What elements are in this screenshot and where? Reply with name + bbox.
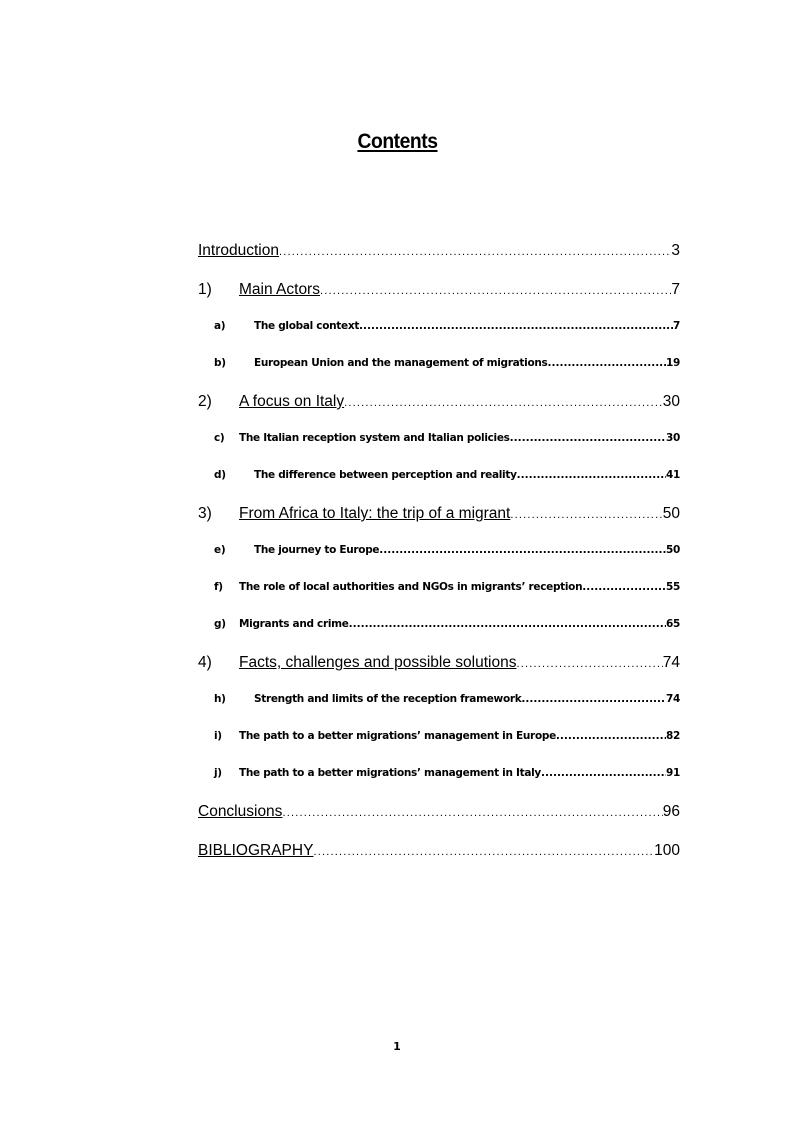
toc-leader-dots xyxy=(556,730,666,742)
toc-entry-page: 19 xyxy=(665,357,680,369)
toc-entry-number: d) xyxy=(214,469,226,481)
toc-entry-label[interactable]: The global context xyxy=(254,320,360,332)
toc-entry-label[interactable]: Strength and limits of the reception framework xyxy=(254,693,522,705)
toc-leader-dots xyxy=(510,432,666,444)
toc-entry-page: 7 xyxy=(671,281,680,298)
toc-entry-label[interactable]: Facts, challenges and possible solutions xyxy=(239,654,517,671)
toc-entry-number: 3) xyxy=(198,505,212,522)
toc-entry-number: 1) xyxy=(198,281,212,298)
toc-entry-page: 50 xyxy=(662,505,680,522)
toc-entry-strength-limits[interactable] xyxy=(198,693,680,709)
toc-entry-journey-to-europe[interactable] xyxy=(198,544,680,560)
toc-entry-introduction[interactable] xyxy=(198,242,680,262)
toc-leader-dots xyxy=(548,357,666,369)
toc-entry-label[interactable]: The difference between perception and reality xyxy=(254,469,517,481)
toc-entry-page: 74 xyxy=(665,693,680,705)
toc-entry-perception-reality[interactable] xyxy=(198,469,680,485)
toc-leader-dots xyxy=(516,654,662,672)
toc-entry-number: h) xyxy=(214,693,226,705)
toc-entry-page: 50 xyxy=(665,544,680,556)
toc-entry-page: 30 xyxy=(665,432,680,444)
toc-leader-dots xyxy=(521,693,666,705)
toc-entry-page: 91 xyxy=(665,767,680,779)
toc-leader-dots xyxy=(320,281,671,299)
toc-leader-dots xyxy=(313,842,654,860)
toc-entry-european-union[interactable] xyxy=(198,357,680,373)
toc-entry-label[interactable]: The path to a better migrations’ management in Europe xyxy=(239,730,556,742)
toc-entry-number: 2) xyxy=(198,393,212,410)
toc-entry-page: 96 xyxy=(662,803,680,820)
toc-entry-number: j) xyxy=(214,767,222,779)
toc-entry-page: 41 xyxy=(665,469,680,481)
toc-entry-label[interactable]: European Union and the management of migrations xyxy=(254,357,548,369)
toc-entry-page: 74 xyxy=(662,654,680,671)
toc-entry-label[interactable]: Main Actors xyxy=(239,281,320,298)
toc-entry-number: f) xyxy=(214,581,223,593)
toc-entry-number: e) xyxy=(214,544,226,556)
toc-entry-page: 55 xyxy=(665,581,680,593)
toc-leader-dots xyxy=(582,581,666,593)
toc-entry-page: 65 xyxy=(665,618,680,630)
toc-leader-dots xyxy=(282,803,662,821)
toc-leader-dots xyxy=(344,393,663,411)
toc-entry-conclusions[interactable] xyxy=(198,803,680,823)
toc-entry-page: 30 xyxy=(662,393,680,410)
toc-entry-number: i) xyxy=(214,730,222,742)
toc-entry-label[interactable]: The role of local authorities and NGOs in migrants’ reception xyxy=(239,581,583,593)
toc-entry-label[interactable]: From Africa to Italy: the trip of a migrant xyxy=(239,505,511,522)
toc-entry-facts-challenges[interactable] xyxy=(198,654,680,674)
toc-entry-label[interactable]: Introduction xyxy=(198,242,279,259)
toc-leader-dots xyxy=(379,544,666,556)
toc-entry-label[interactable]: BIBLIOGRAPHY xyxy=(198,842,314,859)
toc-entry-global-context[interactable] xyxy=(198,320,680,336)
toc-entry-number: c) xyxy=(214,432,225,444)
toc-entry-label[interactable]: The journey to Europe xyxy=(254,544,380,556)
toc-leader-dots xyxy=(510,505,662,523)
toc-entry-page: 3 xyxy=(671,242,680,259)
toc-entry-migrants-and-crime[interactable] xyxy=(198,618,680,634)
toc-entry-local-authorities-ngos[interactable] xyxy=(198,581,680,597)
toc-entry-africa-to-italy[interactable] xyxy=(198,505,680,525)
toc-entry-label[interactable]: A focus on Italy xyxy=(239,393,345,410)
toc-entry-focus-on-italy[interactable] xyxy=(198,393,680,413)
toc-entry-path-italy[interactable] xyxy=(198,767,680,783)
toc-entry-label[interactable]: Conclusions xyxy=(198,803,283,820)
contents-title xyxy=(0,130,794,154)
page-number: 1 xyxy=(393,1040,401,1053)
toc-entry-number: a) xyxy=(214,320,226,332)
toc-leader-dots xyxy=(279,242,671,260)
toc-entry-number: b) xyxy=(214,357,226,369)
toc-entry-page: 100 xyxy=(654,842,680,859)
toc-entry-number: 4) xyxy=(198,654,212,671)
contents-heading: Contents xyxy=(356,130,438,153)
toc-entry-label[interactable]: The path to a better migrations’ management in Italy xyxy=(239,767,541,779)
toc-entry-italian-reception-system[interactable] xyxy=(198,432,680,448)
toc-entry-page: 7 xyxy=(672,320,680,332)
toc-entry-number: g) xyxy=(214,618,226,630)
toc-leader-dots xyxy=(541,767,666,779)
toc-entry-page: 82 xyxy=(665,730,680,742)
toc-entry-path-europe[interactable] xyxy=(198,730,680,746)
toc-leader-dots xyxy=(349,618,666,630)
toc-entry-label[interactable]: Migrants and crime xyxy=(239,618,349,630)
toc-leader-dots xyxy=(359,320,673,332)
toc-entry-bibliography[interactable] xyxy=(198,842,680,862)
toc-entry-main-actors[interactable] xyxy=(198,281,680,301)
toc-leader-dots xyxy=(517,469,666,481)
toc-entry-label[interactable]: The Italian reception system and Italian policies xyxy=(239,432,510,444)
